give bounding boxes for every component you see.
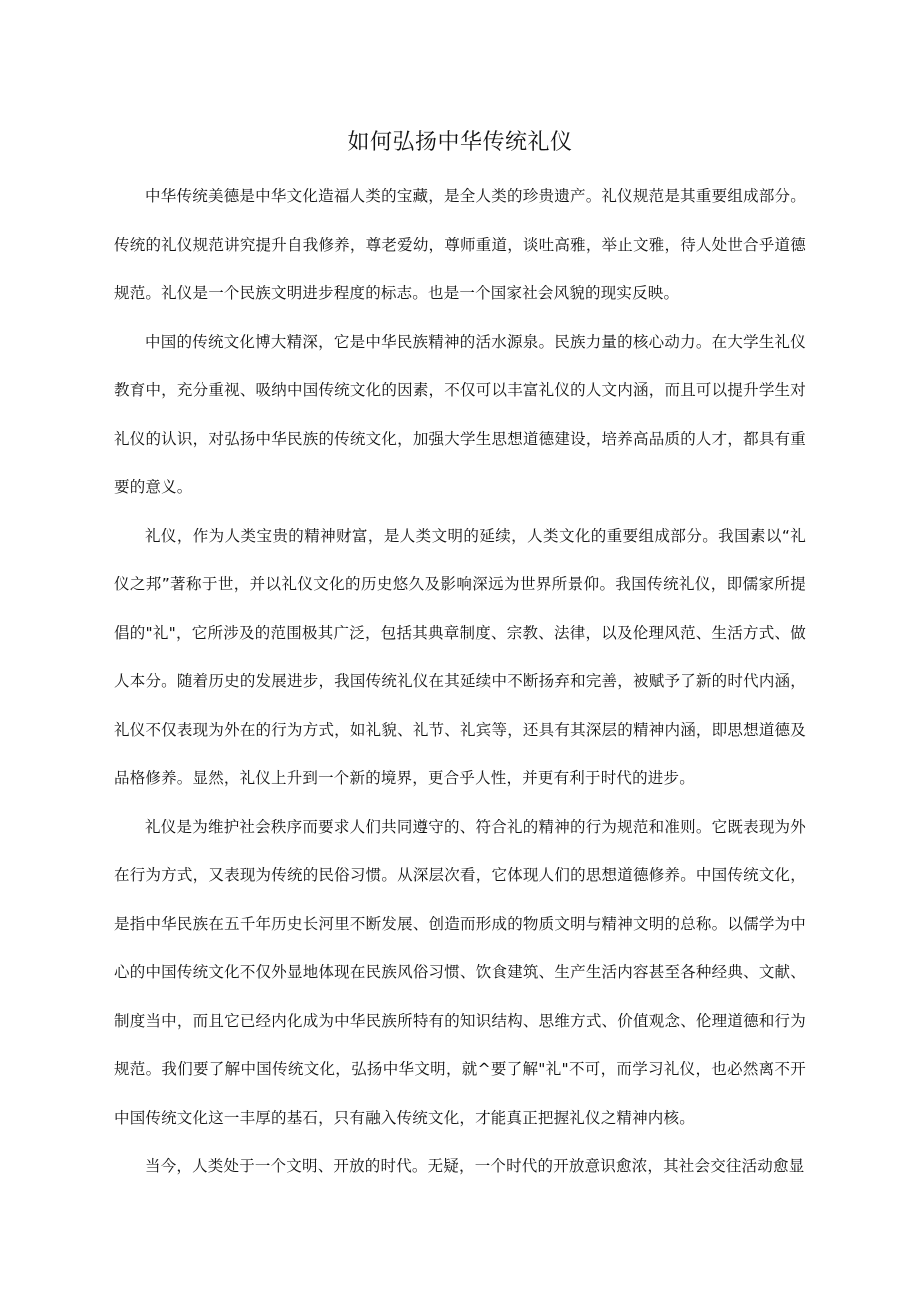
paragraph-4: 礼仪是为维护社会秩序而要求人们共同遵守的、符合礼的精神的行为规范和准则。它既表现为外在行为方式，又表现为传统的民俗习惯。从深层次看，它体现人们的思想道德修养。中国传统文化，是指中华民族在五千年历史长河里不断发展、创造而形成的物质文明与精神文明的总称。以儒学为中心的中国传统文化不仅外显地体现在民族风俗习惯、饮食建筑、生产生活内容甚至各种经典、文献、制度当中，而且它已经内化成为中华民族所特有的知识结构、思维方式、价值观念、伦理道德和行为规范。我们要了解中国传统文化，弘扬中华文明，就^要了解"礼"不可，而学习礼仪，也必然离不开中国传统文化这一丰厚的基石，只有融入传统文化，才能真正把握礼仪之精神内核。 xyxy=(114,817,806,1127)
document-title: 如何弘扬中华传统礼仪 xyxy=(347,130,573,155)
paragraph-2: 中国的传统文化博大精深，它是中华民族精神的活水源泉。民族力量的核心动力。在大学生礼仪教育中，充分重视、吸纳中国传统文化的因素，不仅可以丰富礼仪的人文内涵，而且可以提升学生对礼仪的认识，对弘扬中华民族的传统文化，加强大学生思想道德建设，培养高品质的人才，都具有重要的意义。 xyxy=(114,332,806,496)
paragraph-3: 礼仪，作为人类宝贵的精神财富，是人类文明的延续，人类文化的重要组成部分。我国素以“礼仪之邦”著称于世，并以礼仪文化的历史悠久及影响深远为世界所景仰。我国传统礼仪，即儒家所提倡的"礼"，它所涉及的范围极其广泛，包括其典章制度、宗教、法律，以及伦理风范、生活方式、做人本分。随着历史的发展进步，我国传统礼仪在其延续中不断扬弃和完善，被赋予了新的时代内涵，礼仪不仅表现为外在的行为方式，如礼貌、礼节、礼宾等，还具有其深层的精神内涵，即思想道德及品格修养。显然，礼仪上升到一个新的境界，更合乎人性，并更有利于时代的进步。 xyxy=(114,526,806,787)
paragraph-5: 当今，人类处于一个文明、开放的时代。无疑，一个时代的开放意识愈浓，其社会交往活动愈显 xyxy=(145,1157,805,1175)
document-page xyxy=(114,126,806,1191)
paragraph-1: 中华传统美德是中华文化造福人类的宝藏，是全人类的珍贵遗产。礼仪规范是其重要组成部分。传统的礼仪规范讲究提升自我修养，尊老爱幼，尊师重道，谈吐高雅，举止文雅，待人处世合乎道德规范。礼仪是一个民族文明进步程度的标志。也是一个国家社会风貌的现实反映。 xyxy=(114,187,806,302)
